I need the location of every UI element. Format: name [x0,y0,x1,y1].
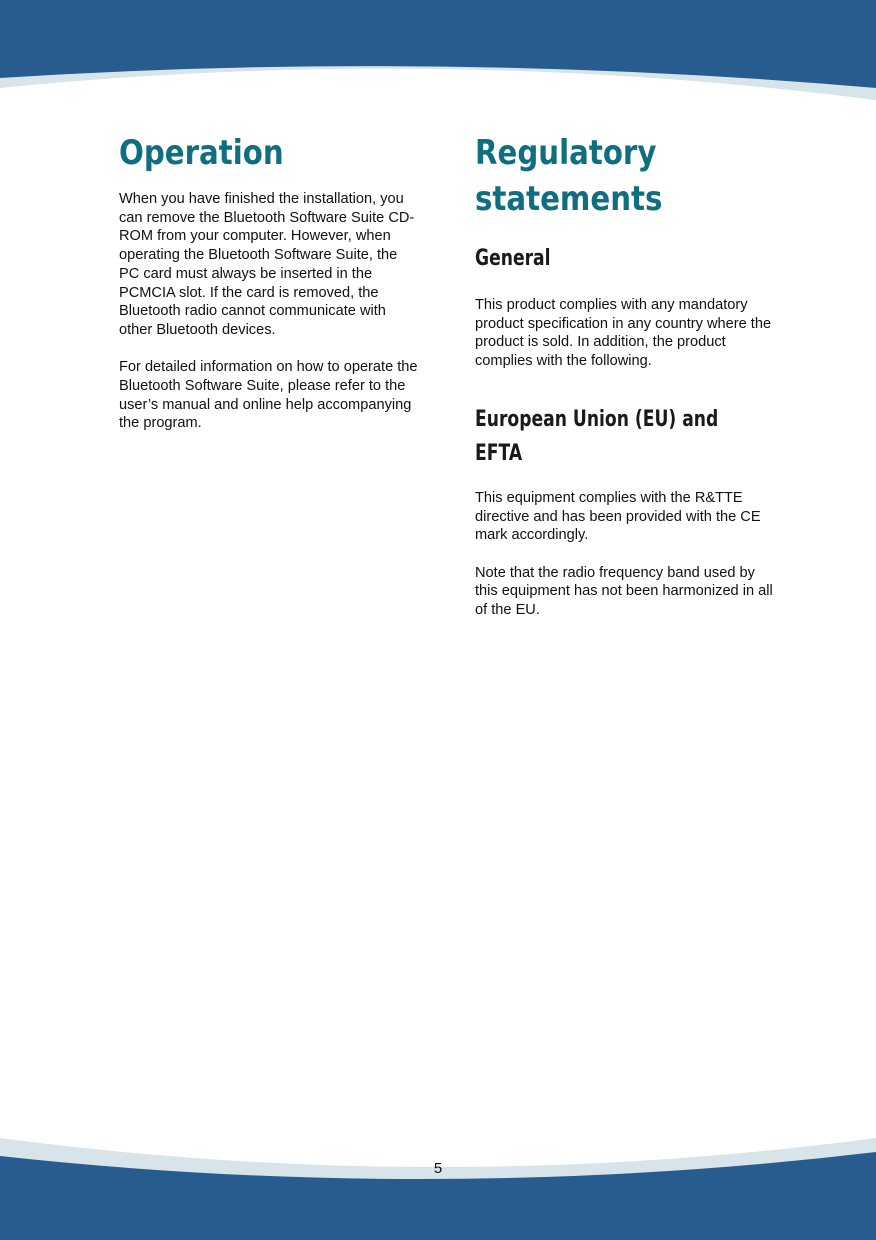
regulatory-section [475,128,775,620]
eu-paragraph-1: This equipment complies with the R&TTE directive and has been provided with the CE mark accordingly. [475,489,761,544]
operation-heading: Operation [119,133,284,173]
eu-paragraph-2: Note that the radio frequency band used by this equipment has not been harmonized in all of the EU. [475,564,773,619]
general-paragraph: This product complies with any mandatory product specification in any country where the product is sold. In addition, the product complies with the following. [475,297,772,370]
regulatory-heading-line-2: statements [475,179,663,219]
operation-section [119,128,419,433]
eu-heading-line-1: European Union (EU) and [475,406,719,432]
footer-band [0,1128,876,1240]
regulatory-heading-line-1: Regulatory [475,133,657,173]
eu-heading-line-2: EFTA [475,440,523,466]
general-heading: General [475,246,551,271]
header-band [0,0,876,120]
page-number: 5 [433,1160,443,1177]
operation-paragraph-2: For detailed information on how to operate the Bluetooth Software Suite, please refer to the user’s manual and online help accompanying the program. [119,359,418,432]
operation-paragraph-1: When you have finished the installation, you can remove the Bluetooth Software Suite CD-ROM from your computer. However, when operating the Bluetooth Software Suite, the PC card must always be inserted in the PCMCIA slot. If the card is removed, the Bluetooth radio cannot communicate with other Bluetooth devices. [119,191,415,338]
